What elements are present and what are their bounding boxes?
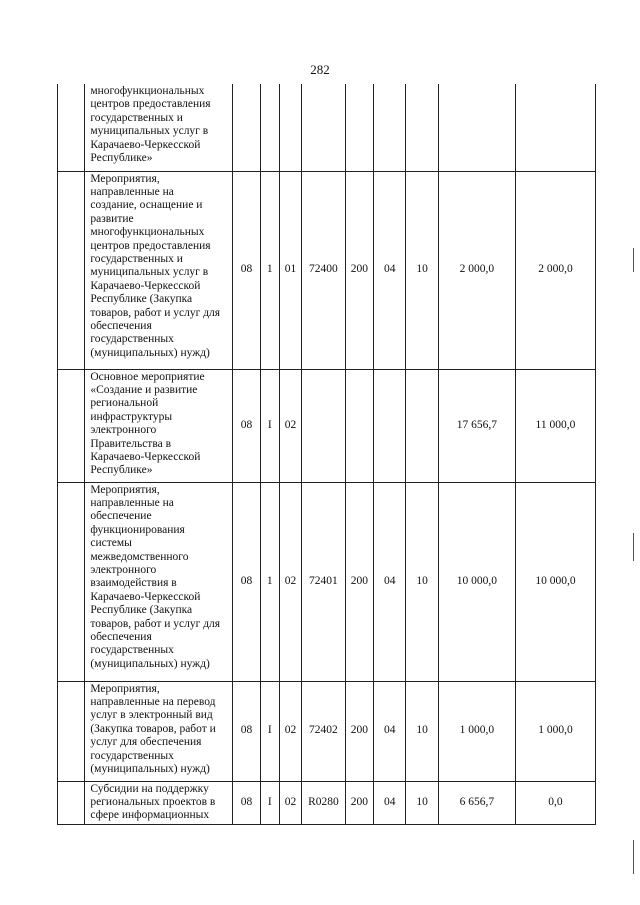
cell-podrazdel: 02: [279, 681, 301, 781]
cell-vr: [345, 84, 373, 171]
cell-ved: 08: [233, 369, 260, 482]
cell-razdel: 1: [260, 171, 279, 369]
cell-sum2: 0,0: [515, 781, 595, 824]
row-number-cell: [58, 84, 85, 171]
cell-csr: 72400: [302, 171, 346, 369]
cell-c7: 04: [374, 171, 406, 369]
budget-table: [57, 84, 596, 825]
cell-sum2: 1 000,0: [515, 681, 595, 781]
scan-edge-mark: [633, 248, 634, 272]
row-number-cell: [58, 369, 85, 482]
cell-ved: 08: [233, 171, 260, 369]
row-number-cell: [58, 681, 85, 781]
cell-c7: 04: [374, 681, 406, 781]
cell-razdel: [260, 84, 279, 171]
cell-sum2: 10 000,0: [515, 482, 595, 681]
cell-csr: [302, 84, 346, 171]
page-number: 282: [310, 62, 330, 77]
table-row: [58, 482, 596, 681]
cell-razdel: 1: [260, 482, 279, 681]
row-number-cell: [58, 781, 85, 824]
cell-sum1: [438, 84, 515, 171]
cell-c8: [406, 369, 438, 482]
cell-sum1: 10 000,0: [438, 482, 515, 681]
row-number-cell: [58, 482, 85, 681]
cell-c7: [374, 84, 406, 171]
item-name-cell: Мероприятия, направленные на создание, оснащение и развитие многофункциональных центров предоставления государственных и муниципальных услуг в Карачаево-Черкесской Республике (Закупка товаров, работ и услуг для обеспечения государственных (муниципальных) нужд): [85, 171, 233, 369]
cell-c8: 10: [406, 681, 438, 781]
item-name-cell: Основное мероприятие «Создание и развитие региональной инфраструктуры электронного Правительства в Карачаево-Черкесской Республике»: [85, 369, 233, 482]
cell-sum2: 2 000,0: [515, 171, 595, 369]
cell-razdel: I: [260, 681, 279, 781]
scan-edge-mark: [633, 840, 634, 874]
cell-sum2: 11 000,0: [515, 369, 595, 482]
row-number-cell: [58, 171, 85, 369]
cell-sum1: 1 000,0: [438, 681, 515, 781]
scan-edge-mark: [633, 533, 634, 561]
table-row: [58, 171, 596, 369]
cell-sum2: [515, 84, 595, 171]
cell-c7: 04: [374, 482, 406, 681]
cell-c8: 10: [406, 482, 438, 681]
item-name-cell: многофункциональных центров предоставления государственных и муниципальных услуг в Карачаево-Черкесской Республике»: [85, 84, 233, 171]
cell-podrazdel: 02: [279, 482, 301, 681]
cell-ved: 08: [233, 681, 260, 781]
table-row: [58, 84, 596, 171]
cell-vr: [345, 369, 373, 482]
item-name-cell: Субсидии на поддержку региональных проектов в сфере информационных: [85, 781, 233, 824]
cell-vr: 200: [345, 681, 373, 781]
cell-sum1: 2 000,0: [438, 171, 515, 369]
cell-sum1: 6 656,7: [438, 781, 515, 824]
table-row: [58, 681, 596, 781]
cell-c7: 04: [374, 781, 406, 824]
cell-podrazdel: 01: [279, 171, 301, 369]
item-name-cell: Мероприятия, направленные на обеспечение функционирования системы межведомственного электронного взаимодействия в Карачаево-Черкесской Республике (Закупка товаров, работ и услуг для обеспечения государственных (муниципальных) нужд): [85, 482, 233, 681]
cell-csr: 72401: [302, 482, 346, 681]
cell-csr: 72402: [302, 681, 346, 781]
cell-csr: R0280: [302, 781, 346, 824]
cell-vr: 200: [345, 171, 373, 369]
cell-vr: 200: [345, 781, 373, 824]
cell-sum1: 17 656,7: [438, 369, 515, 482]
cell-csr: [302, 369, 346, 482]
table-row: [58, 369, 596, 482]
cell-razdel: I: [260, 781, 279, 824]
cell-c8: 10: [406, 781, 438, 824]
cell-podrazdel: 02: [279, 781, 301, 824]
cell-razdel: I: [260, 369, 279, 482]
cell-vr: 200: [345, 482, 373, 681]
cell-c8: 10: [406, 171, 438, 369]
cell-c7: [374, 369, 406, 482]
item-name-cell: Мероприятия, направленные на перевод услуг в электронный вид (Закупка товаров, работ и услуг для обеспечения государственных (муниципальных) нужд): [85, 681, 233, 781]
cell-c8: [406, 84, 438, 171]
table-row: [58, 781, 596, 824]
cell-ved: 08: [233, 781, 260, 824]
cell-ved: 08: [233, 482, 260, 681]
cell-ved: [233, 84, 260, 171]
cell-podrazdel: [279, 84, 301, 171]
cell-podrazdel: 02: [279, 369, 301, 482]
